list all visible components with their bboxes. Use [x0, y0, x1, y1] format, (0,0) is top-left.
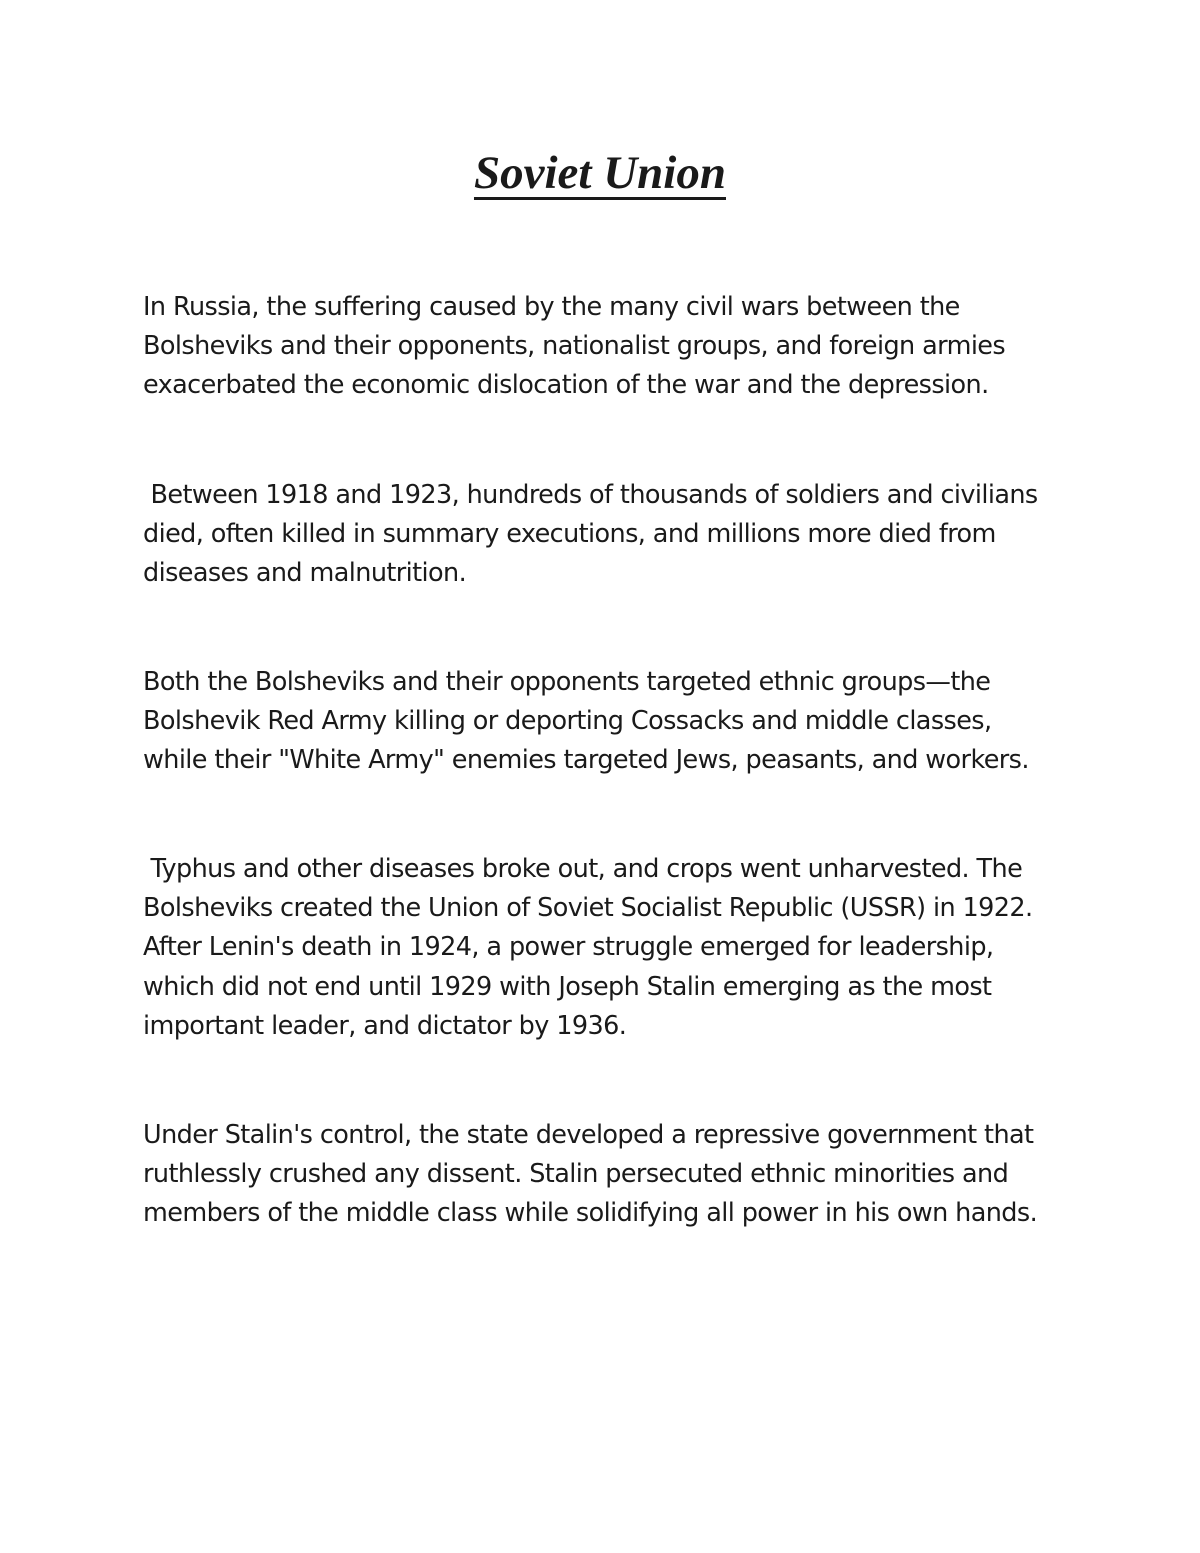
document-title-text: Soviet Union: [473, 147, 726, 199]
paragraph-russia-civil-wars: In Russia, the suffering caused by the many civil wars between the Bolsheviks and their opponents, nationalist groups, and foreign armies exacerbated the economic dislocation of the war and the depression.: [143, 292, 1006, 401]
paragraph-ethnic-targeting: Both the Bolsheviks and their opponents targeted ethnic groups—the Bolshevik Red Army killing or deporting Cossacks and middle classes, while their "White Army" enemies targeted Jews, peasants, and workers.: [143, 667, 1029, 776]
paragraph-casualties: Between 1918 and 1923, hundreds of thousands of soldiers and civilians died, often killed in summary executions, and millions more died from diseases and malnutrition.: [143, 480, 1038, 589]
document-title: [0, 143, 1200, 203]
paragraph-stalin-control: Under Stalin's control, the state developed a repressive government that ruthlessly crushed any dissent. Stalin persecuted ethnic minorities and members of the middle class while solidifying all power in his own hands.: [143, 1120, 1038, 1229]
paragraph-ussr-formation: Typhus and other diseases broke out, and crops went unharvested. The Bolsheviks created the Union of Soviet Socialist Republic (USSR) in 1922. After Lenin's death in 1924, a power struggle emerged for leadership, which did not end until 1929 with Joseph Stalin emerging as the most important leader, and dictator by 1936.: [143, 854, 1033, 1041]
